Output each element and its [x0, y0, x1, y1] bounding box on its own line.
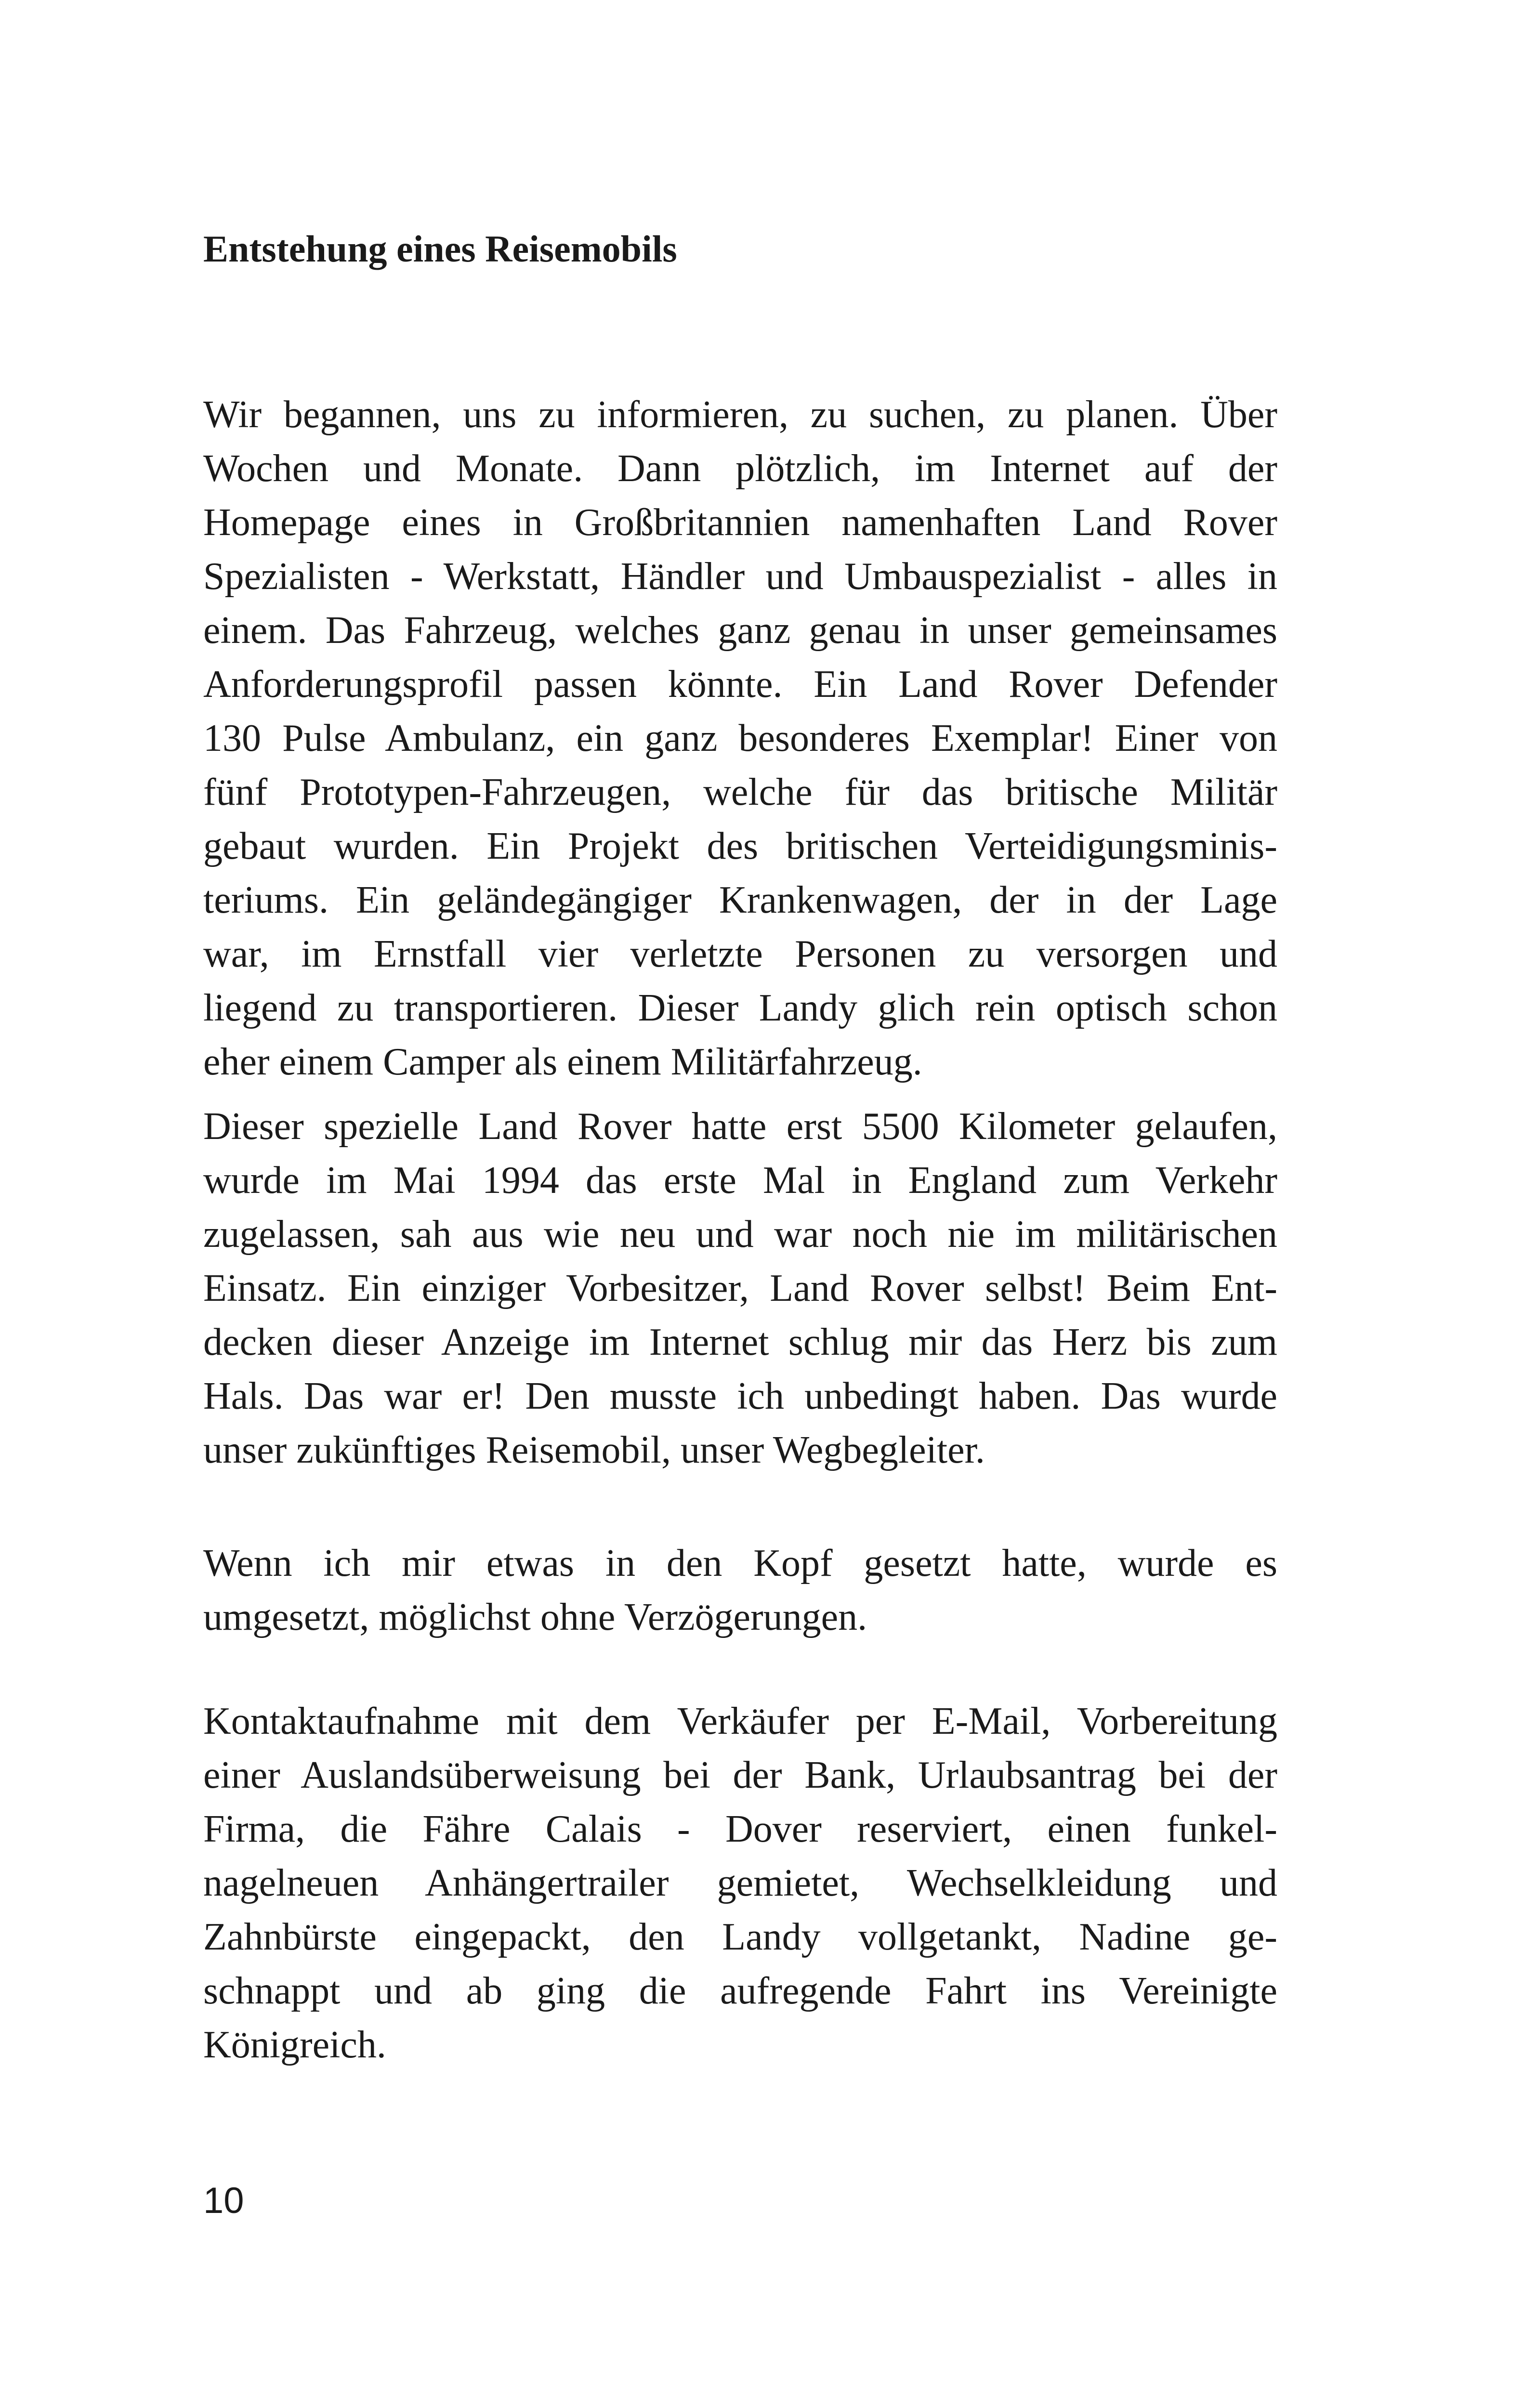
text-line: teriums. Ein geländegängiger Krankenwagen, der in der Lage: [203, 879, 1277, 921]
paragraph: [203, 1536, 1277, 1644]
text-line: schnappt und ab ging die aufregende Fahrt ins Vereinigte: [203, 1970, 1277, 2012]
text-line: Zahnbürste eingepackt, den Landy vollgetankt, Nadine ge-: [203, 1916, 1277, 1958]
text-line: umgesetzt, möglichst ohne Verzögerungen.: [203, 1596, 867, 1638]
text-line: Firma, die Fähre Calais - Dover reserviert, einen funkel-: [203, 1808, 1277, 1850]
text-line: nagelneuen Anhängertrailer gemietet, Wechselkleidung und: [203, 1862, 1277, 1904]
text-line: Spezialisten - Werkstatt, Händler und Umbauspezialist - alles in: [203, 555, 1277, 598]
text-line: Anforderungsprofil passen könnte. Ein Land Rover Defender: [203, 663, 1277, 706]
paragraph: [203, 1694, 1277, 2072]
text-line: 130 Pulse Ambulanz, ein ganz besonderes Exemplar! Einer von: [203, 717, 1277, 759]
text-line: Wenn ich mir etwas in den Kopf gesetzt hatte, wurde es: [203, 1542, 1277, 1584]
text-line: war, im Ernstfall vier verletzte Personen zu versorgen und: [203, 933, 1277, 975]
text-line: Einsatz. Ein einziger Vorbesitzer, Land Rover selbst! Beim Ent-: [203, 1267, 1277, 1309]
page-number: 10: [203, 2180, 244, 2221]
paragraph: [203, 1099, 1277, 1477]
text-line: unser zukünftiges Reisemobil, unser Wegbegleiter.: [203, 1429, 985, 1471]
text-line: liegend zu transportieren. Dieser Landy glich rein optisch schon: [203, 987, 1277, 1029]
text-line: wurde im Mai 1994 das erste Mal in England zum Verkehr: [203, 1159, 1277, 1202]
text-line: Kontaktaufnahme mit dem Verkäufer per E-Mail, Vorbereitung: [203, 1700, 1277, 1742]
text-line: Hals. Das war er! Den musste ich unbedingt haben. Das wurde: [203, 1375, 1277, 1417]
text-line: Wir begannen, uns zu informieren, zu suchen, zu planen. Über: [203, 393, 1277, 436]
text-line: einem. Das Fahrzeug, welches ganz genau in unser gemeinsames: [203, 609, 1277, 652]
text-line: Homepage eines in Großbritannien namenhaften Land Rover: [203, 501, 1277, 544]
chapter-heading: Entstehung eines Reisemobils: [203, 228, 677, 270]
text-line: einer Auslandsüberweisung bei der Bank, Urlaubsantrag bei der: [203, 1754, 1277, 1796]
text-line: eher einem Camper als einem Militärfahrzeug.: [203, 1041, 922, 1083]
text-line: Dieser spezielle Land Rover hatte erst 5500 Kilometer gelaufen,: [203, 1105, 1277, 1148]
text-line: decken dieser Anzeige im Internet schlug mir das Herz bis zum: [203, 1321, 1277, 1363]
text-line: Königreich.: [203, 2024, 386, 2066]
text-line: Wochen und Monate. Dann plötzlich, im Internet auf der: [203, 447, 1277, 490]
text-line: gebaut wurden. Ein Projekt des britischen Verteidigungsminis-: [203, 825, 1277, 867]
paragraph: [203, 388, 1277, 1089]
text-line: fünf Prototypen-Fahrzeugen, welche für das britische Militär: [203, 771, 1277, 813]
text-line: zugelassen, sah aus wie neu und war noch nie im militärischen: [203, 1213, 1277, 1256]
